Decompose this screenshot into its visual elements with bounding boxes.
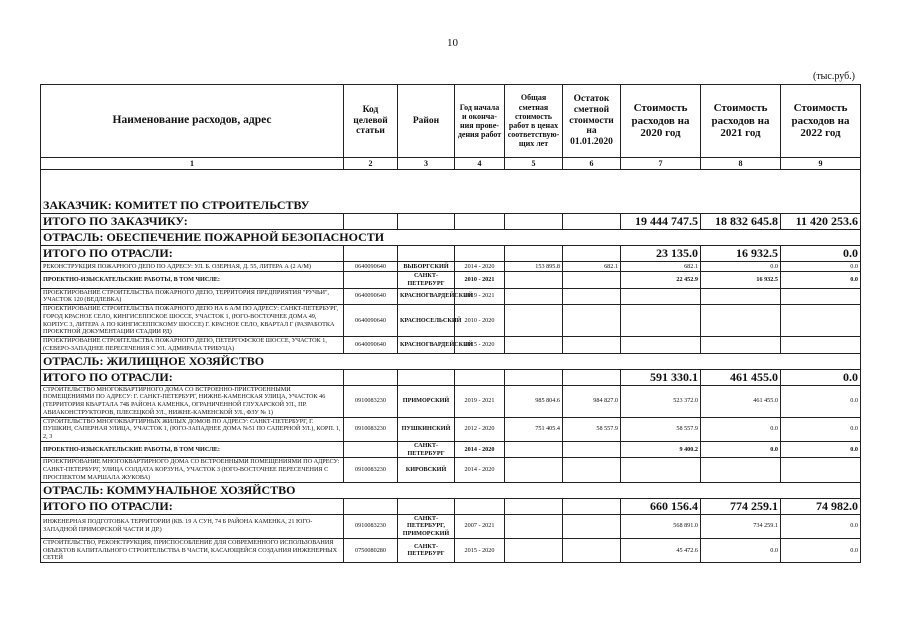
- header-years: Год начала и оконча-ния прове-дения работ: [455, 85, 505, 158]
- section-total-2021: 16 932.5: [701, 246, 781, 262]
- section-total-2020: 591 330.1: [621, 369, 701, 385]
- header-district: Район: [398, 85, 455, 158]
- row-cost-2022: [781, 458, 861, 482]
- row-remainder: [563, 514, 621, 538]
- row-cost-2022: 0.0: [781, 385, 861, 417]
- header-code: Код целевой статьи: [344, 85, 398, 158]
- row-cost-2022: 0.0: [781, 262, 861, 272]
- header-name: Наименование расходов, адрес: [41, 85, 344, 158]
- section-total-2020: 660 156.4: [621, 498, 701, 514]
- row-estimate: 985 804.6: [505, 385, 563, 417]
- row-district: САНКТ-ПЕТЕРБУРГ: [398, 538, 455, 562]
- row-name: ПРОЕКТНО-ИЗЫСКАТЕЛЬСКИЕ РАБОТЫ, В ТОМ ЧИСЛЕ:: [41, 272, 344, 289]
- col-number: 2: [344, 158, 398, 170]
- row-estimate: [505, 288, 563, 305]
- spacer-row: [41, 170, 861, 199]
- row-district: КРАСНОГВАРДЕЙСКИЙ: [398, 288, 455, 305]
- section-total-label: ИТОГО ПО ОТРАСЛИ:: [41, 369, 344, 385]
- row-district: САНКТ-ПЕТЕРБУРГ: [398, 441, 455, 458]
- row-estimate: [505, 514, 563, 538]
- empty-cell: [505, 498, 563, 514]
- col-number: 5: [505, 158, 563, 170]
- empty-cell: [344, 369, 398, 385]
- row-years: 2012 - 2020: [455, 417, 505, 441]
- row-years: 2015 - 2020: [455, 538, 505, 562]
- row-cost-2021: 461 455.0: [701, 385, 781, 417]
- row-code: 0750080280: [344, 538, 398, 562]
- row-cost-2021: 0.0: [701, 417, 781, 441]
- row-name: ПРОЕКТНО-ИЗЫСКАТЕЛЬСКИЕ РАБОТЫ, В ТОМ ЧИСЛЕ:: [41, 441, 344, 458]
- row-years: 2015 - 2020: [455, 337, 505, 354]
- row-name: ПРОЕКТИРОВАНИЕ МНОГОКВАРТИРНОГО ДОМА СО ВСТРОЕННЫМИ ПОМЕЩЕНИЯМИ ПО АДРЕСУ: САНКТ-ПЕТЕРБУРГ, УЛИЦА СОЛДАТА КОРЗУНА, УЧАСТОК 3 (ЮГО-ВОСТОЧНЕЕ ПЕРЕСЕЧЕНИЯ С ПРОСПЕКТОМ МАРШАЛА ЖУКОВА): [41, 458, 344, 482]
- row-code: [344, 441, 398, 458]
- row-estimate: [505, 441, 563, 458]
- table-body: [41, 170, 861, 563]
- empty-cell: [344, 246, 398, 262]
- row-estimate: [505, 538, 563, 562]
- empty-cell: [505, 246, 563, 262]
- col-number: 6: [563, 158, 621, 170]
- row-code: 0910083230: [344, 385, 398, 417]
- row-remainder: [563, 538, 621, 562]
- row-district: САНКТ-ПЕТЕРБУРГ, ПРИМОРСКИЙ: [398, 514, 455, 538]
- row-estimate: [505, 272, 563, 289]
- row-years: 2007 - 2021: [455, 514, 505, 538]
- row-remainder: 58 557.9: [563, 417, 621, 441]
- row-cost-2022: [781, 305, 861, 337]
- section-total-2022: 0.0: [781, 246, 861, 262]
- row-cost-2021: [701, 305, 781, 337]
- col-number: 1: [41, 158, 344, 170]
- row-remainder: [563, 272, 621, 289]
- section-total-row: [41, 369, 861, 385]
- row-cost-2022: 0.0: [781, 441, 861, 458]
- customer-total-2022: 11 420 253.6: [781, 214, 861, 230]
- table-row: [41, 417, 861, 441]
- section-total-2020: 23 135.0: [621, 246, 701, 262]
- row-remainder: [563, 337, 621, 354]
- row-name: ПРОЕКТИРОВАНИЕ СТРОИТЕЛЬСТВА ПОЖАРНОГО ДЕПО, ПЕТЕРГОФСКОЕ ШОССЕ, УЧАСТОК 1, (СЕВЕРО-ЗАПАДНЕЕ ПЕРЕСЕЧЕНИЯ С УЛ. АДМИРАЛА ТРИБУЦА): [41, 337, 344, 354]
- row-name: ПРОЕКТИРОВАНИЕ СТРОИТЕЛЬСТВА ПОЖАРНОГО ДЕПО НА 6 А/М ПО АДРЕСУ: САНКТ-ПЕТЕРБУРГ, ГОРОД КРАСНОЕ СЕЛО, КИНГИСЕППСКОЕ ШОССЕ, УЧАСТОК 1, (ЮГО-ВОСТОЧНЕЕ ДОМА 49, КОРПУС 3, ЛИТЕРА А ПО КИНГИСЕППСКОМУ ШОССЕ) Г. КРАСНОЕ СЕЛО, КВАРТАЛ Г (РАЗРАБОТКА ПРОЕКТНОЙ ДОКУМЕНТАЦИИ СТАДИИ РД): [41, 305, 344, 337]
- empty-cell: [563, 369, 621, 385]
- table-row: [41, 262, 861, 272]
- project-works-row: [41, 441, 861, 458]
- row-district: ПРИМОРСКИЙ: [398, 385, 455, 417]
- page-number: 10: [447, 37, 458, 49]
- row-cost-2021: [701, 288, 781, 305]
- empty-cell: [455, 369, 505, 385]
- row-cost-2020: 682.1: [621, 262, 701, 272]
- row-years: 2014 - 2020: [455, 441, 505, 458]
- row-remainder: [563, 441, 621, 458]
- row-code: 0640090640: [344, 337, 398, 354]
- row-cost-2022: [781, 337, 861, 354]
- row-cost-2021: [701, 337, 781, 354]
- table-row: [41, 514, 861, 538]
- units-label: (тыс.руб.): [812, 71, 855, 82]
- row-cost-2020: 9 400.2: [621, 441, 701, 458]
- row-cost-2022: [781, 288, 861, 305]
- section-title: ОТРАСЛЬ: ОБЕСПЕЧЕНИЕ ПОЖАРНОЙ БЕЗОПАСНОСТИ: [41, 230, 861, 246]
- table-row: [41, 305, 861, 337]
- row-cost-2020: [621, 288, 701, 305]
- table-row: [41, 538, 861, 562]
- row-estimate: 153 895.8: [505, 262, 563, 272]
- col-number: 9: [781, 158, 861, 170]
- row-code: 0910083230: [344, 514, 398, 538]
- row-estimate: [505, 305, 563, 337]
- row-cost-2022: 0.0: [781, 514, 861, 538]
- section-title: ОТРАСЛЬ: КОММУНАЛЬНОЕ ХОЗЯЙСТВО: [41, 482, 861, 498]
- row-remainder: 984 827.0: [563, 385, 621, 417]
- row-cost-2020: [621, 458, 701, 482]
- section-total-2021: 461 455.0: [701, 369, 781, 385]
- empty-cell: [455, 246, 505, 262]
- row-district: КИРОВСКИЙ: [398, 458, 455, 482]
- table-row: [41, 288, 861, 305]
- section-total-2022: 74 982.0: [781, 498, 861, 514]
- row-cost-2020: 58 557.9: [621, 417, 701, 441]
- row-years: 2010 - 2021: [455, 272, 505, 289]
- empty-cell: [455, 498, 505, 514]
- row-district: КРАСНОСЕЛЬСКИЙ: [398, 305, 455, 337]
- empty-cell: [398, 369, 455, 385]
- row-remainder: [563, 458, 621, 482]
- row-code: 0910083230: [344, 417, 398, 441]
- row-cost-2020: 568 891.0: [621, 514, 701, 538]
- row-name: СТРОИТЕЛЬСТВО МНОГОКВАРТИРНЫХ ЖИЛЫХ ДОМОВ ПО АДРЕСУ: САНКТ-ПЕТЕРБУРГ, Г. ПУШКИН, САПЕРНАЯ УЛИЦА, УЧАСТОК 1, (ЮГО-ЗАПАДНЕЕ ДОМА №51 ПО САПЕРНОЙ УЛ.), КОРП. 1, 2, 3: [41, 417, 344, 441]
- row-cost-2022: 0.0: [781, 538, 861, 562]
- expenses-table: [40, 84, 861, 563]
- section-total-label: ИТОГО ПО ОТРАСЛИ:: [41, 246, 344, 262]
- row-cost-2021: 0.0: [701, 262, 781, 272]
- row-district: САНКТ-ПЕТЕРБУРГ: [398, 272, 455, 289]
- row-cost-2020: [621, 337, 701, 354]
- row-cost-2021: 734 259.1: [701, 514, 781, 538]
- section-title-row: [41, 353, 861, 369]
- row-code: 0910083230: [344, 458, 398, 482]
- empty-cell: [563, 246, 621, 262]
- row-district: КРАСНОГВАРДЕЙСКИЙ: [398, 337, 455, 354]
- section-title-row: [41, 230, 861, 246]
- row-name: РЕКОНСТРУКЦИЯ ПОЖАРНОГО ДЕПО ПО АДРЕСУ: УЛ. Б. ОЗЕРНАЯ, Д. 55, ЛИТЕРА А (2 А/М): [41, 262, 344, 272]
- table-row: [41, 458, 861, 482]
- section-title: ОТРАСЛЬ: ЖИЛИЩНОЕ ХОЗЯЙСТВО: [41, 353, 861, 369]
- section-total-2021: 774 259.1: [701, 498, 781, 514]
- row-years: 2014 - 2020: [455, 458, 505, 482]
- empty-cell: [563, 498, 621, 514]
- header-cost-2021: Стоимость расходов на 2021 год: [701, 85, 781, 158]
- row-estimate: [505, 458, 563, 482]
- row-cost-2022: 0.0: [781, 417, 861, 441]
- table-row: [41, 337, 861, 354]
- row-code: 0640090640: [344, 262, 398, 272]
- row-code: [344, 272, 398, 289]
- row-cost-2020: 45 472.6: [621, 538, 701, 562]
- row-name: СТРОИТЕЛЬСТВО, РЕКОНСТРУКЦИЯ, ПРИСПОСОБЛЕНИЕ ДЛЯ СОВРЕМЕННОГО ИСПОЛЬЗОВАНИЯ ОБЪЕКТОВ КАПИТАЛЬНОГО СТРОИТЕЛЬСТВА В ЧАСТИ, КАСАЮЩЕЙСЯ СОЗДАНИЯ ИНЖЕНЕРНЫХ СЕТЕЙ: [41, 538, 344, 562]
- row-years: 2019 - 2021: [455, 385, 505, 417]
- section-total-row: [41, 246, 861, 262]
- row-estimate: 751 405.4: [505, 417, 563, 441]
- section-total-row: [41, 498, 861, 514]
- customer-title-row: [41, 198, 861, 214]
- row-remainder: [563, 305, 621, 337]
- row-code: 0640090640: [344, 288, 398, 305]
- col-number: 3: [398, 158, 455, 170]
- empty-cell: [344, 498, 398, 514]
- row-years: 2019 - 2021: [455, 288, 505, 305]
- row-cost-2022: 0.0: [781, 272, 861, 289]
- row-cost-2020: 22 452.9: [621, 272, 701, 289]
- row-district: ПУШКИНСКИЙ: [398, 417, 455, 441]
- row-district: ВЫБОРГСКИЙ: [398, 262, 455, 272]
- col-number: 4: [455, 158, 505, 170]
- project-works-row: [41, 272, 861, 289]
- header-cost-2020: Стоимость расходов на 2020 год: [621, 85, 701, 158]
- header-remainder: Остаток сметной стоимости на 01.01.2020: [563, 85, 621, 158]
- empty-cell: [398, 498, 455, 514]
- section-title-row: [41, 482, 861, 498]
- empty-cell: [398, 246, 455, 262]
- customer-total-2020: 19 444 747.5: [621, 214, 701, 230]
- row-cost-2020: 523 372.0: [621, 385, 701, 417]
- customer-total-label: ИТОГО ПО ЗАКАЗЧИКУ:: [41, 214, 344, 230]
- col-number: 7: [621, 158, 701, 170]
- customer-total-row: [41, 214, 861, 230]
- table-row: [41, 385, 861, 417]
- empty-cell: [505, 369, 563, 385]
- row-remainder: 682.1: [563, 262, 621, 272]
- customer-total-2021: 18 832 645.8: [701, 214, 781, 230]
- column-number-row: [41, 158, 861, 170]
- header-row: [41, 85, 861, 158]
- header-cost-2022: Стоимость расходов на 2022 год: [781, 85, 861, 158]
- row-cost-2021: [701, 458, 781, 482]
- customer-title: ЗАКАЗЧИК: КОМИТЕТ ПО СТРОИТЕЛЬСТВУ: [41, 198, 861, 214]
- col-number: 8: [701, 158, 781, 170]
- row-cost-2021: 0.0: [701, 441, 781, 458]
- row-cost-2021: 16 932.5: [701, 272, 781, 289]
- header-estimate: Общая сметная стоимость работ в ценах соответствую-щих лет: [505, 85, 563, 158]
- section-total-label: ИТОГО ПО ОТРАСЛИ:: [41, 498, 344, 514]
- row-code: 0640090640: [344, 305, 398, 337]
- row-years: 2014 - 2020: [455, 262, 505, 272]
- section-total-2022: 0.0: [781, 369, 861, 385]
- row-cost-2021: 0.0: [701, 538, 781, 562]
- row-name: ПРОЕКТИРОВАНИЕ СТРОИТЕЛЬСТВА ПОЖАРНОГО ДЕПО, ТЕРРИТОРИЯ ПРЕДПРИЯТИЯ "РУЧЬИ", УЧАСТОК 120 (ВЕДЛЕВКА): [41, 288, 344, 305]
- row-estimate: [505, 337, 563, 354]
- row-cost-2020: [621, 305, 701, 337]
- row-remainder: [563, 288, 621, 305]
- row-name: СТРОИТЕЛЬСТВО МНОГОКВАРТИРНОГО ДОМА СО ВСТРОЕННО-ПРИСТРОЕННЫМИ ПОМЕЩЕНИЯМИ ПО АДРЕСУ: Г. САНКТ-ПЕТЕРБУРГ, НИЖНЕ-КАМЕНСКАЯ УЛИЦА, УЧАСТОК 46 (ТЕРРИТОРИЯ КВАРТАЛА 74Б РАЙОНА КАМЕНКА, ОГРАНИЧЕННОЙ ГЛУХАРСКОЙ УЛ., ПР. АВИАКОНСТРУКТОРОВ, ПЛЕСЕЦКОЙ УЛ., НИЖНЕ-КАМЕНСКОЙ УЛ., ФЗУ № 1): [41, 385, 344, 417]
- row-name: ИНЖЕНЕРНАЯ ПОДГОТОВКА ТЕРРИТОРИИ (КВ. 19 А СУН, 74 Б РАЙОНА КАМЕНКА, 21 ЮГО-ЗАПАДНОЙ ПРИМОРСКОЙ ЧАСТИ И ДР.): [41, 514, 344, 538]
- row-years: 2010 - 2020: [455, 305, 505, 337]
